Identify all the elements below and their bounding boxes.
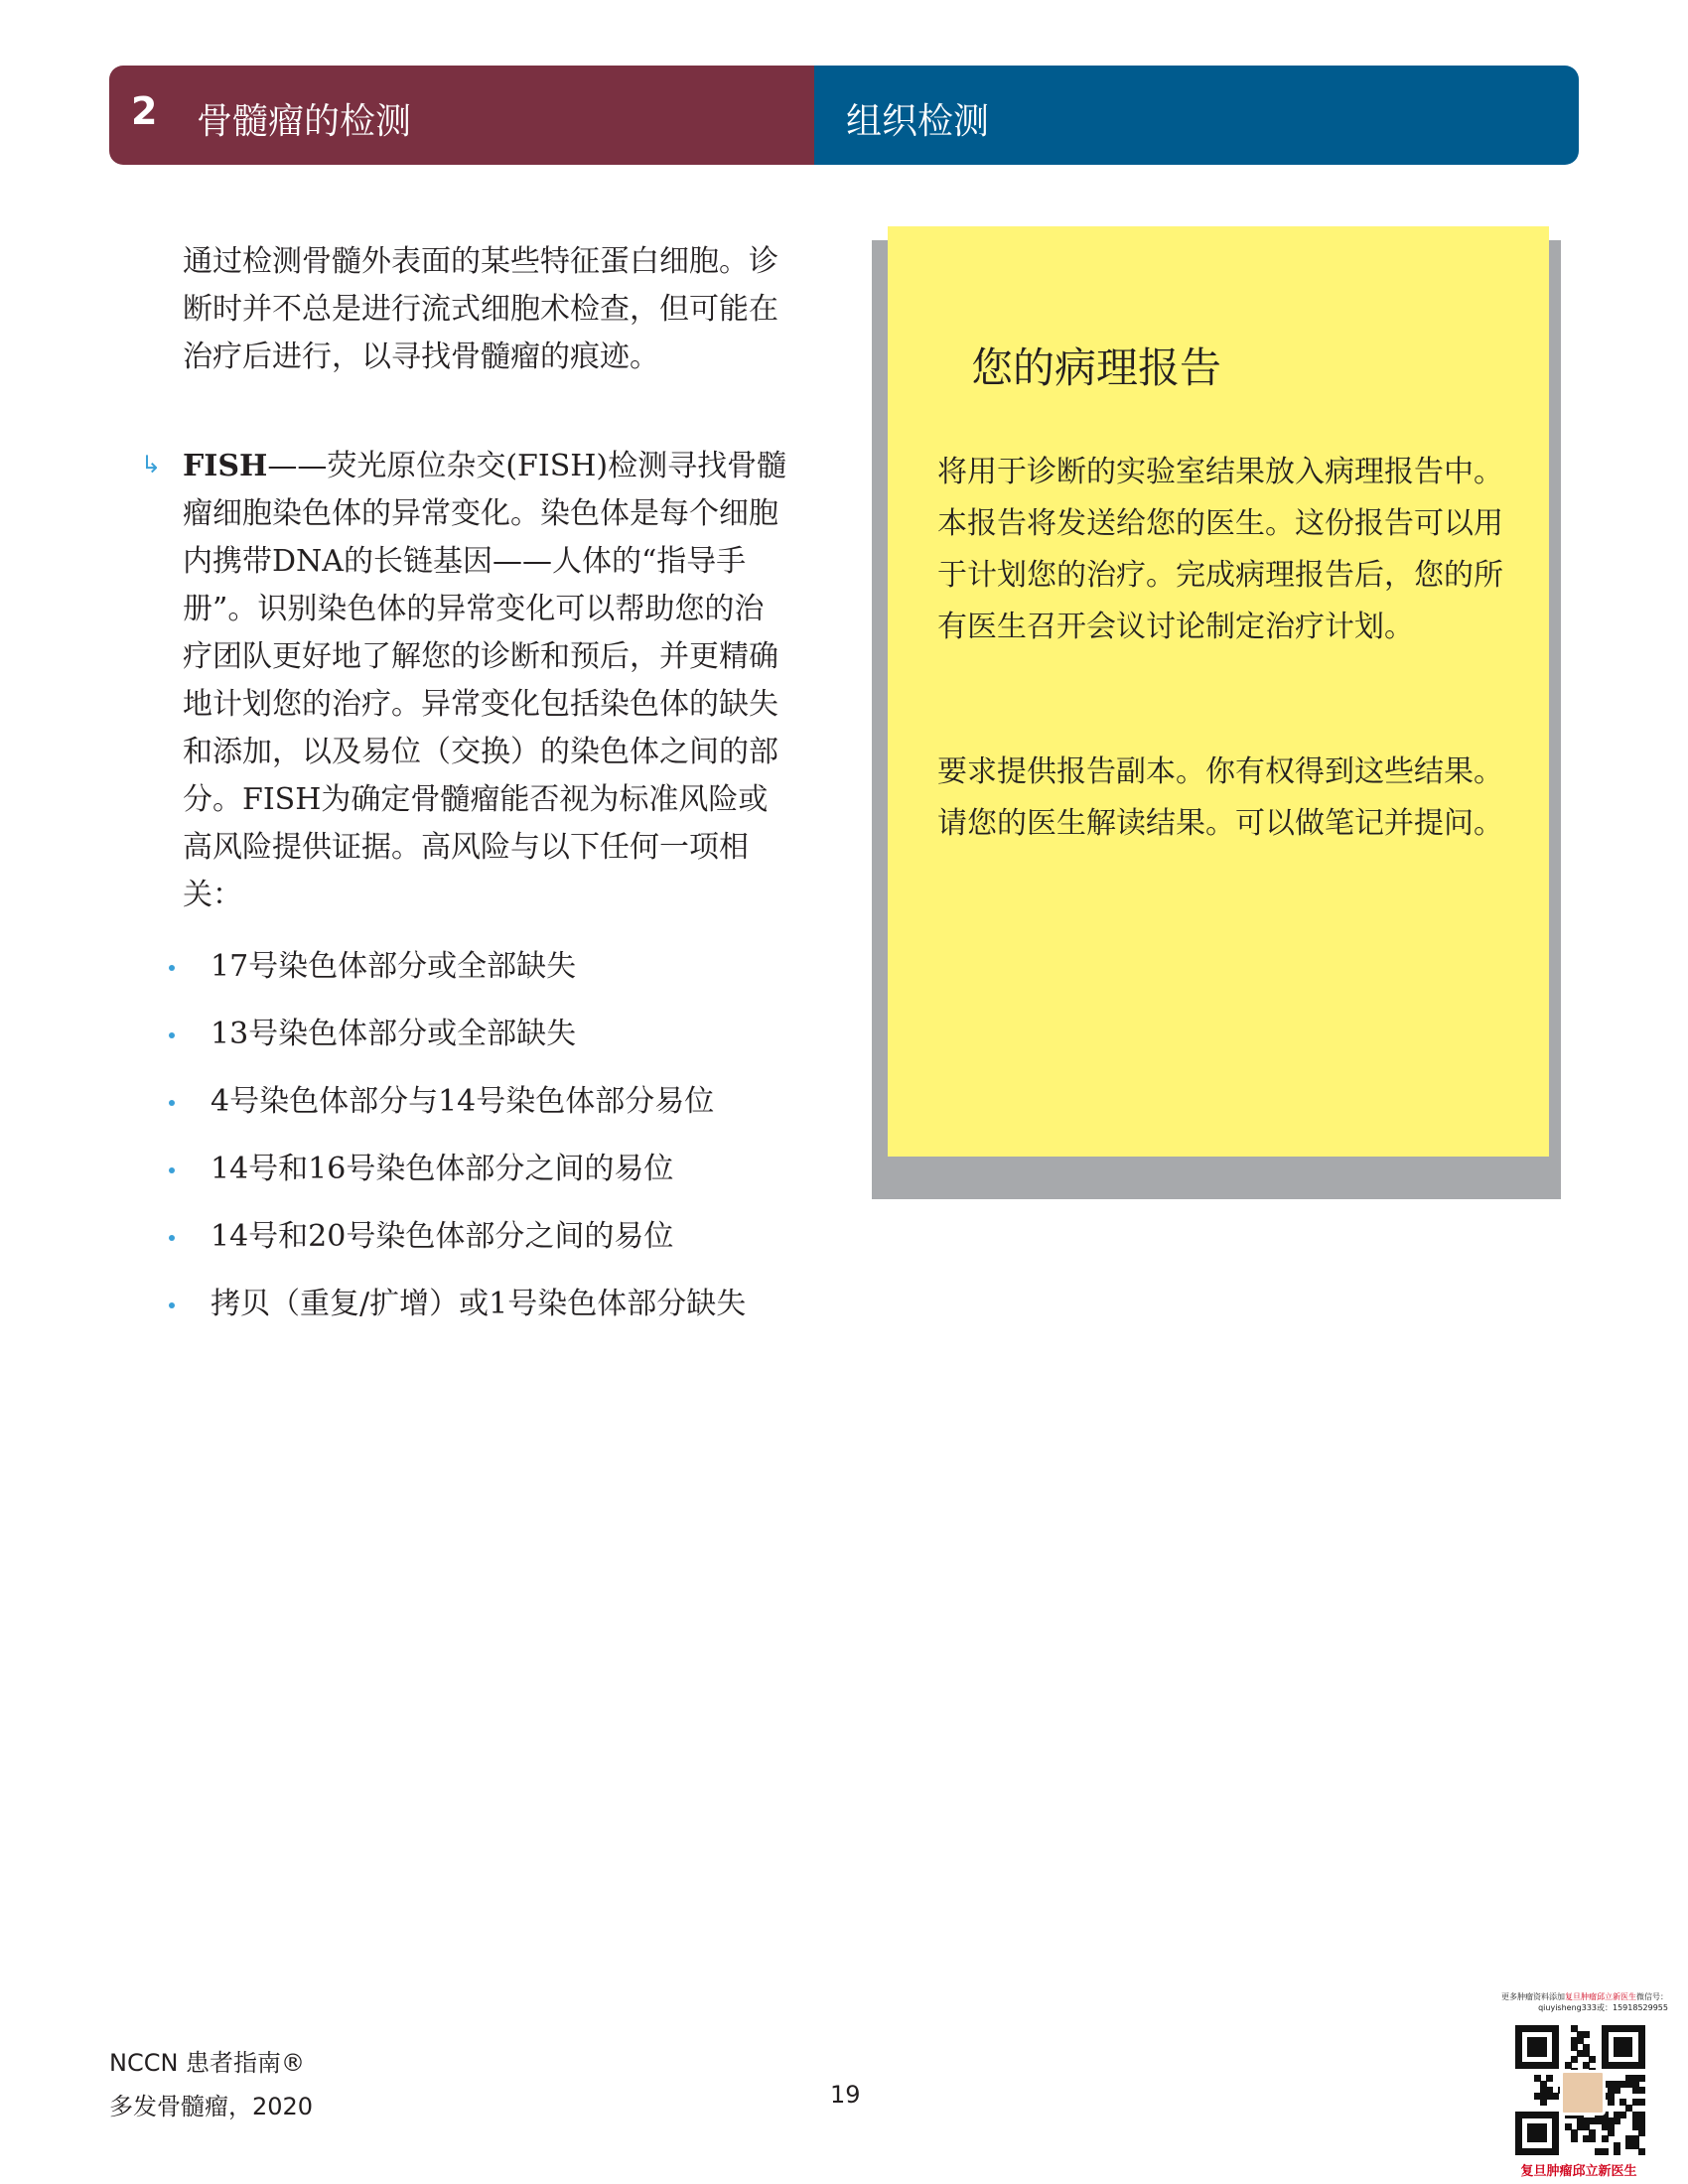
bullet-icon — [169, 1167, 175, 1173]
promo-note: 更多肿瘤资料添加复旦肿瘤邱立新医生微信号： qiuyisheng333或：15918529955 — [1501, 1992, 1668, 2012]
fish-paragraph — [183, 443, 788, 919]
page-number: 19 — [830, 2081, 861, 2109]
list-item: 14号和16号染色体部分之间的易位 — [169, 1146, 844, 1213]
promo-caption: 复旦肿瘤邱立新医生 — [1520, 2164, 1637, 2179]
sidebar-paragraph-2: 要求提供报告副本。你有权得到这些结果。请您的医生解读结果。可以做笔记并提问。 — [937, 754, 1503, 841]
sidebar-title: 您的病理报告 — [971, 343, 1222, 392]
bullet-icon — [169, 965, 175, 971]
bullet-icon — [169, 1302, 175, 1308]
pathology-report-sidebar — [888, 226, 1549, 1157]
section-band — [814, 66, 1579, 165]
sidebar-paragraph-1: 将用于诊断的实验室结果放入病理报告中。本报告将发送给您的医生。这份报告可以用于计划您的治疗。完成病理报告后，您的所有医生召开会议讨论制定治疗计划。 — [937, 455, 1503, 644]
qr-code-icon — [1515, 2025, 1644, 2154]
list-item: 14号和20号染色体部分之间的易位 — [169, 1213, 844, 1281]
chapter-number: 2 — [131, 89, 158, 133]
chapter-title: 骨髓瘤的检测 — [197, 101, 412, 142]
page-header — [109, 66, 1579, 165]
footer-guide-name: NCCN 患者指南® — [109, 2049, 306, 2077]
chapter-band — [109, 66, 814, 165]
bullet-icon — [169, 1235, 175, 1241]
list-item: 4号染色体部分与14号染色体部分易位 — [169, 1078, 844, 1146]
footer-guide-subtitle: 多发骨髓瘤，2020 — [109, 2093, 314, 2120]
avatar — [1560, 2070, 1606, 2116]
bullet-icon — [169, 1100, 175, 1106]
fish-description: ——荧光原位杂交(FISH)检测寻找骨髓瘤细胞染色体的异常变化。染色体是每个细胞内携带DNA的长链基因——人体的“指导手册”。识别染色体的异常变化可以帮助您的治疗团队更好地了解您的诊断和预后，并更精确地计划您的治疗。异常变化包括染色体的缺失和添加，以及易位（交换）的染色体之间的部分。FISH为确定骨髓瘤能否视为标准风险或高风险提供证据。高风险与以下任何一项相关： — [183, 449, 787, 912]
bullet-icon — [169, 1032, 175, 1038]
list-item: 17号染色体部分或全部缺失 — [169, 943, 844, 1011]
list-item: 拷贝（重复/扩增）或1号染色体部分缺失 — [169, 1281, 844, 1348]
arrow-icon: ↳ — [141, 451, 162, 478]
list-item: 13号染色体部分或全部缺失 — [169, 1011, 844, 1078]
fish-term: FISH — [183, 449, 268, 483]
section-title: 组织检测 — [846, 101, 990, 142]
intro-paragraph: 通过检测骨髓外表面的某些特征蛋白细胞。诊断时并不总是进行流式细胞术检查，但可能在治疗后进行，以寻找骨髓瘤的痕迹。 — [183, 244, 778, 374]
high-risk-list — [169, 943, 844, 1348]
